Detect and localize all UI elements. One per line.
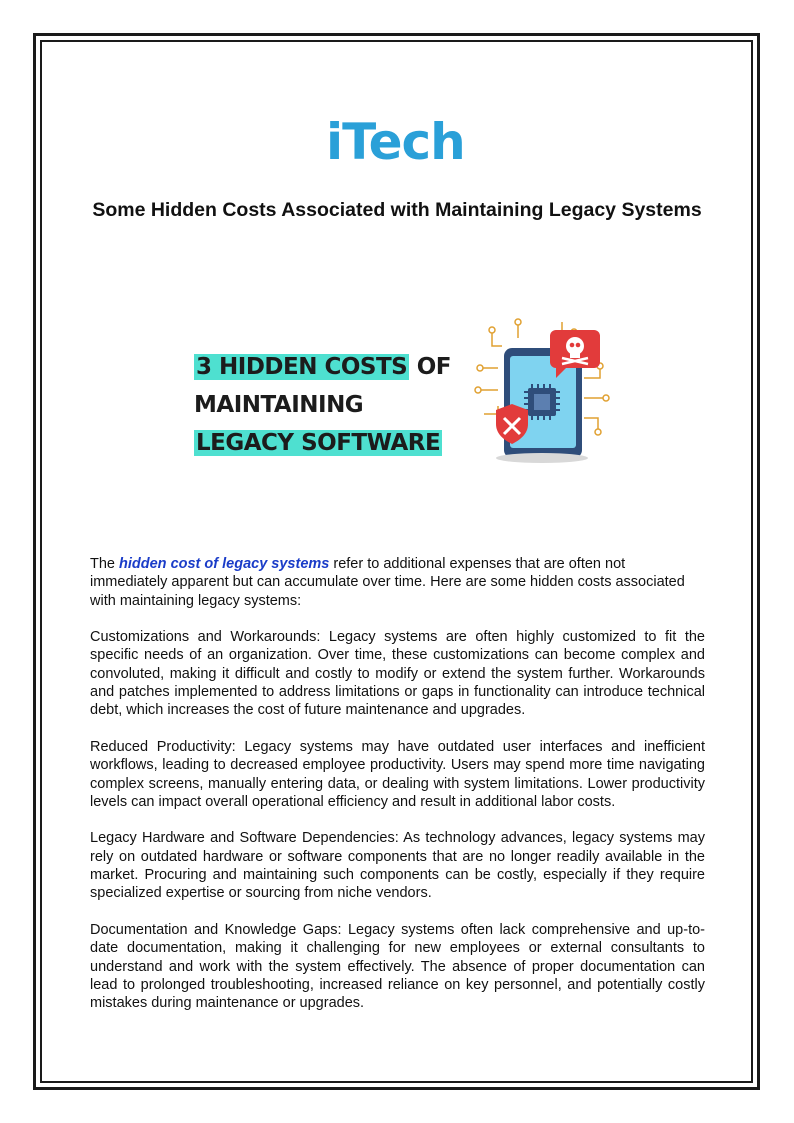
tablet-chip-security-icon [472,318,612,466]
article-body [90,555,705,1031]
paragraph-customizations: Customizations and Workarounds: Legacy systems are often highly customized to fit the specific needs of an organization. Over time, these customizations can become complex and convoluted, making it difficult and costly to modify or extend the system further. Workarounds and patches implemented to address limitations or gaps in functionality can introduce technical debt, which increases the cost of future maintenance and upgrades. [90,629,705,719]
intro-paragraph [90,555,705,610]
paragraph-dependencies: Legacy Hardware and Software Dependencies: As technology advances, legacy systems may rely on outdated hardware or software components that are no longer readily available in the market. Procuring and maintaining such components can be costly, especially if they require specialized expertise or sourcing from niche vendors. [90,830,705,902]
paragraph-documentation: Documentation and Knowledge Gaps: Legacy systems often lack comprehensive and up-to-date documentation, making it challenging for new employees or external consultants to understand and work with the system effectively. The absence of proper documentation can lead to prolonged troubleshooting, increased reliance on key personnel, and potentially costly mistakes during maintenance or upgrades. [90,921,705,1012]
banner-line-1 [194,352,451,382]
hero-banner [180,318,620,468]
banner-highlight-1: 3 HIDDEN COSTS [196,354,408,380]
banner-highlight-3: LEGACY SOFTWARE [196,430,441,456]
banner-line-2: MAINTAINING [194,392,364,418]
banner-line-3 [194,428,442,458]
logo-text: iTech [326,113,465,171]
hidden-cost-link[interactable]: hidden cost of legacy systems [119,556,330,572]
paragraph-productivity: Reduced Productivity: Legacy systems may have outdated user interfaces and inefficient workflows, leading to decreased employee productivity. Users may spend more time navigating complex screens, manually entering data, or dealing with system limitations. Lower productivity levels can impact overall operational efficiency and result in additional labor costs. [90,738,705,810]
document-title: Some Hidden Costs Associated with Maintaining Legacy Systems [92,199,702,221]
banner-line-1-rest: OF [409,354,452,380]
intro-before: The [90,556,120,572]
itech-logo [320,112,480,172]
intro-after: refer to additional expenses that are often not immediately apparent but can accumulate over time. Here are some hidden costs associated with maintaining legacy systems: [90,556,685,609]
